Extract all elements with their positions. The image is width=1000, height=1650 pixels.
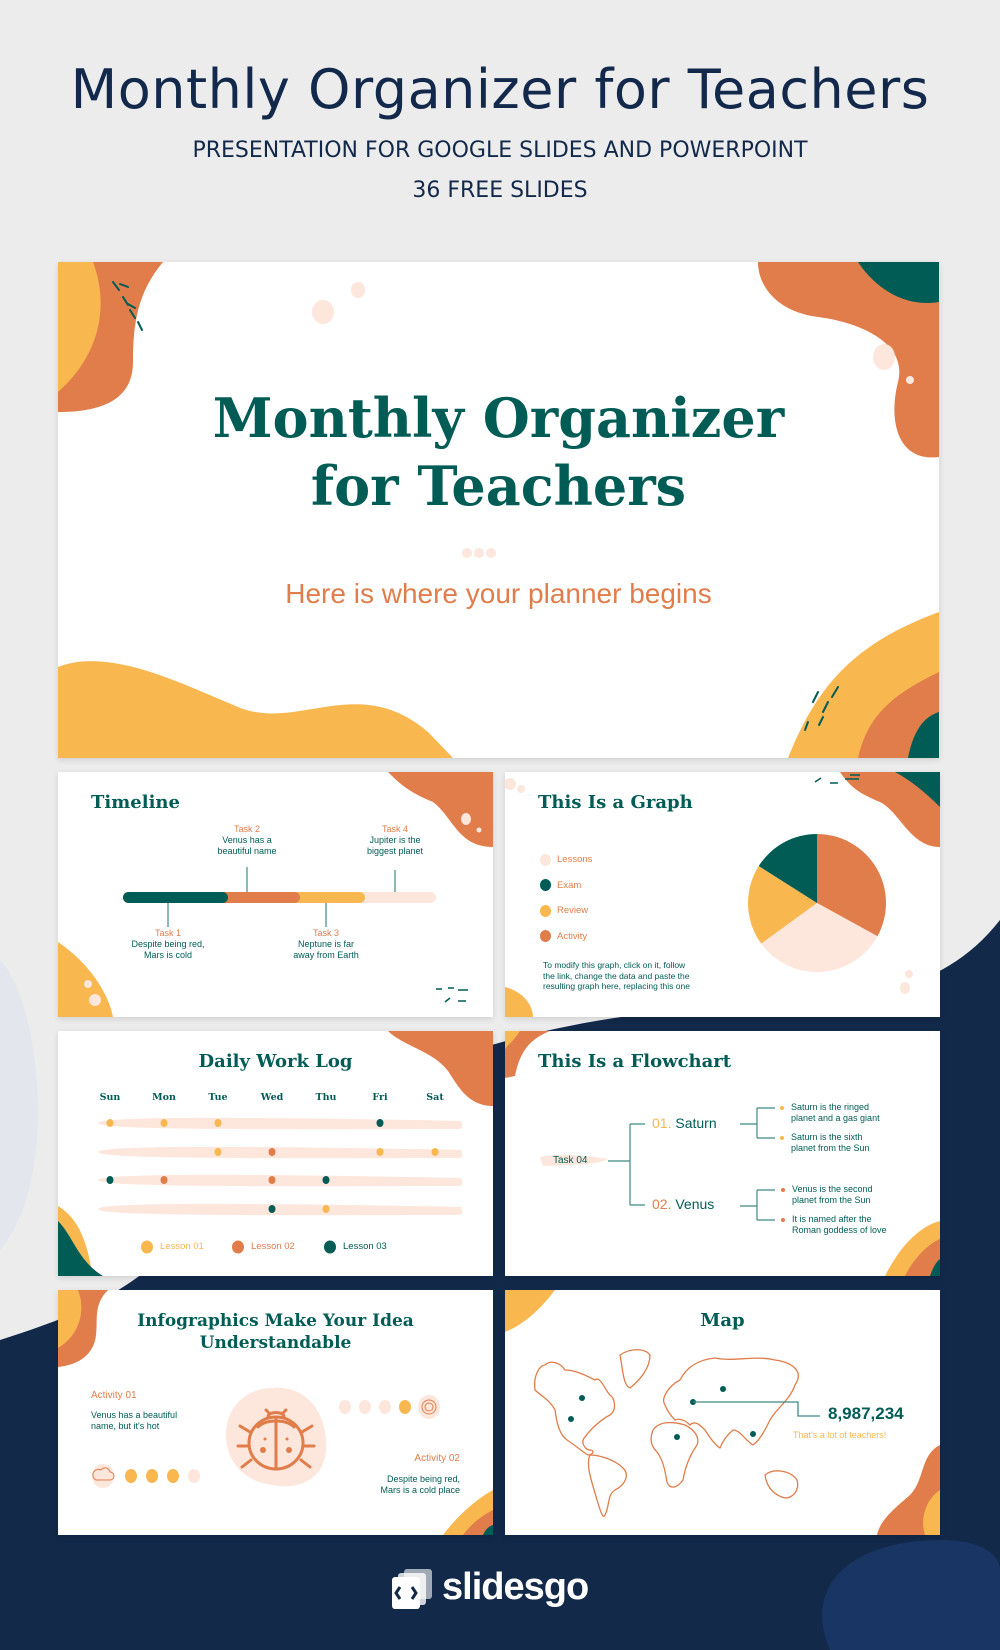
timeline-task-3: [266, 928, 386, 961]
daily-work-log-slide[interactable]: [58, 1031, 493, 1276]
day-header: Sun: [99, 1092, 121, 1103]
flowchart-item: [791, 1132, 870, 1154]
legend-item: [540, 898, 592, 924]
task-text: away from Earth: [293, 950, 359, 960]
map-slide[interactable]: [505, 1290, 940, 1535]
log-row: [98, 1175, 462, 1186]
legend-label: Lessons: [557, 854, 593, 866]
timeline-slide[interactable]: [58, 772, 493, 1017]
item-line: It is named after the: [792, 1214, 872, 1224]
graph-slide[interactable]: [505, 772, 940, 1017]
lesson-dot: [323, 1205, 330, 1213]
page-subtitle: PRESENTATION FOR GOOGLE SLIDES AND POWERPOINT: [192, 138, 808, 163]
title-line: Understandable: [199, 1333, 352, 1353]
worklog-title: Daily Work Log: [198, 1051, 353, 1072]
pie-legend: [540, 847, 592, 949]
item-line: Saturn is the sixth: [791, 1132, 863, 1142]
flowchart-item: [792, 1214, 887, 1236]
activity-02-label: Activity 02: [414, 1453, 460, 1464]
legend-item: [540, 924, 592, 950]
slidesgo-logo-icon: [392, 1567, 434, 1609]
day-header: Mon: [152, 1092, 176, 1103]
day-header: Wed: [260, 1092, 284, 1103]
infographics-slide[interactable]: [58, 1290, 493, 1535]
lesson-dot: [215, 1119, 222, 1127]
text-line: Mars is a cold place: [380, 1485, 460, 1495]
cover-slide[interactable]: [58, 262, 939, 758]
lesson-dot: [161, 1176, 168, 1184]
text-line: Despite being red,: [386, 1474, 460, 1484]
lesson-dot: [107, 1176, 114, 1184]
teacher-count-caption: That's a lot of teachers!: [793, 1430, 887, 1440]
flowchart-slide[interactable]: [505, 1031, 940, 1276]
activity-01-label: Activity 01: [91, 1390, 137, 1401]
log-row: [98, 1204, 462, 1215]
slidesgo-wordmark: slidesgo: [442, 1566, 589, 1608]
legend-swatch: [540, 930, 551, 942]
legend-swatch: [540, 854, 551, 866]
lesson-dot: [323, 1176, 330, 1184]
graph-title: This Is a Graph: [538, 792, 693, 813]
task-text: Mars is cold: [143, 950, 192, 960]
lesson-dot: [269, 1176, 276, 1184]
note-line: the link, change the data and paste the: [543, 970, 690, 981]
activity-02-text: [380, 1474, 460, 1496]
legend-item: [540, 847, 592, 873]
lesson-dot: [432, 1148, 439, 1156]
lesson-dot: [377, 1148, 384, 1156]
timeline-title: Timeline: [91, 792, 180, 813]
note-line: To modify this graph, click on it, follow: [543, 960, 686, 970]
task-text: biggest planet: [366, 846, 424, 856]
map-title: Map: [700, 1310, 745, 1331]
day-header: Thu: [315, 1092, 337, 1103]
legend-label: Lesson 01: [160, 1241, 204, 1252]
note-line: resulting graph here, replacing this one: [543, 981, 690, 991]
legend-label: Lesson 02: [251, 1241, 295, 1252]
log-row: [98, 1147, 462, 1158]
text-line: name, but it's hot: [91, 1421, 160, 1431]
legend-dot: [324, 1241, 336, 1254]
flowchart-item: [792, 1184, 873, 1206]
task-text: Neptune is far: [297, 939, 355, 949]
branch-name: Saturn: [675, 1115, 717, 1131]
graph-note: [543, 960, 690, 992]
task-label: Task 3: [312, 928, 339, 938]
lesson-dot: [161, 1119, 168, 1127]
cover-title-line2: for Teachers: [310, 454, 687, 518]
legend-label: Activity: [557, 930, 588, 942]
teacher-count: 8,987,234: [828, 1404, 904, 1423]
text-line: Venus has a beautiful: [91, 1410, 178, 1420]
log-row: [98, 1118, 462, 1129]
day-header: Tue: [208, 1092, 228, 1103]
lesson-dot: [269, 1148, 276, 1156]
legend-dot: [141, 1241, 153, 1254]
activity-01-text: [91, 1410, 177, 1432]
legend-label: Review: [557, 905, 589, 917]
timeline-task-1: [108, 928, 228, 961]
flowchart-root: Task 04: [553, 1155, 588, 1166]
branch-number: 02.: [652, 1196, 672, 1212]
cover-title-line1: Monthly Organizer: [212, 386, 785, 450]
task-text: Jupiter is the: [369, 835, 421, 845]
page-title: Monthly Organizer for Teachers: [70, 58, 930, 121]
slidesgo-logo[interactable]: [392, 1566, 588, 1609]
infographics-title: [58, 1310, 493, 1354]
branch-name: Venus: [675, 1196, 715, 1212]
flowchart-item: [791, 1102, 880, 1124]
item-line: Roman goddess of love: [792, 1225, 887, 1235]
title-line: Infographics Make Your Idea: [137, 1311, 414, 1331]
legend-label: Exam: [557, 879, 582, 891]
task-text: Venus has a: [222, 835, 272, 845]
timeline-task-4: [335, 824, 455, 857]
day-header: Sat: [426, 1092, 444, 1103]
legend-swatch: [540, 879, 551, 891]
task-label: Task 1: [154, 928, 181, 938]
task-text: beautiful name: [217, 846, 277, 856]
day-header: Fri: [372, 1092, 388, 1103]
branch-saturn: [652, 1115, 717, 1131]
item-line: Venus is the second: [792, 1184, 873, 1194]
item-line: planet and a gas giant: [791, 1113, 880, 1123]
task-label: Task 4: [381, 824, 408, 834]
flowchart-title: This Is a Flowchart: [538, 1051, 732, 1072]
branch-number: 01.: [652, 1115, 672, 1131]
item-line: planet from the Sun: [792, 1195, 871, 1205]
task-text: Despite being red,: [131, 939, 205, 949]
lesson-dot: [107, 1119, 114, 1127]
legend-swatch: [540, 905, 551, 917]
lesson-dot: [377, 1119, 384, 1127]
item-line: Saturn is the ringed: [791, 1102, 870, 1112]
progress-dots-right: [339, 1395, 440, 1419]
legend-label: Lesson 03: [343, 1241, 387, 1252]
legend-item: [540, 873, 592, 899]
timeline-task-2: [187, 824, 307, 857]
task-label: Task 2: [233, 824, 260, 834]
lesson-dot: [269, 1205, 276, 1213]
cover-subtitle: Here is where your planner begins: [285, 578, 712, 609]
lesson-dot: [215, 1148, 222, 1156]
slide-count: 36 FREE SLIDES: [412, 178, 588, 203]
branch-venus: [652, 1196, 714, 1212]
progress-dots-left: [92, 1464, 200, 1488]
item-line: planet from the Sun: [791, 1143, 870, 1153]
legend-dot: [232, 1241, 244, 1254]
